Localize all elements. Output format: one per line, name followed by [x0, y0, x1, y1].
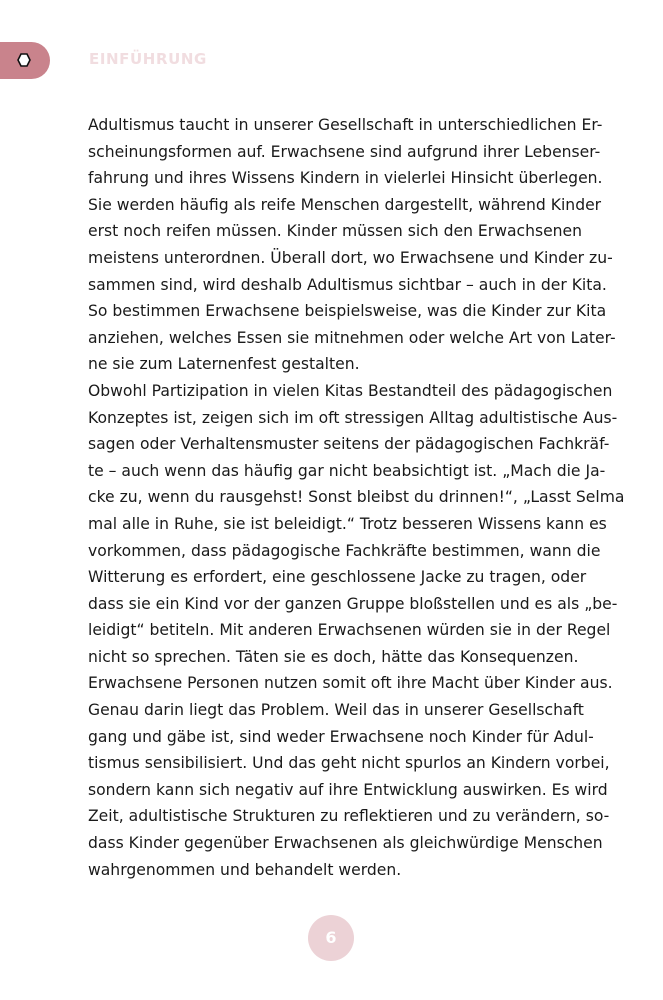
page-number: 6 [308, 915, 354, 961]
text-line: gang und gäbe ist, sind weder Erwachsene noch Kinder für Adul- [88, 727, 594, 746]
text-line: Konzeptes ist, zeigen sich im oft stressigen Alltag adultistische Aus- [88, 408, 618, 427]
text-line: mal alle in Ruhe, sie ist beleidigt.“ Trotz besseren Wissens kann es [88, 514, 607, 533]
text-line: scheinungsformen auf. Erwachsene sind aufgrund ihrer Lebenser- [88, 142, 601, 161]
text-line: te – auch wenn das häufig gar nicht beabsichtigt ist. „Mach die Ja- [88, 461, 606, 480]
text-line: vorkommen, dass pädagogische Fachkräfte bestimmen, wann die [88, 541, 601, 560]
text-line: Zeit, adultistische Strukturen zu reflektieren und zu verändern, so- [88, 807, 610, 826]
chapter-tab [0, 42, 50, 79]
text-line: fahrung und ihres Wissens Kindern in vielerlei Hinsicht überlegen. [88, 169, 603, 188]
paragraph [88, 378, 625, 671]
text-line: Witterung es erfordert, eine geschlossene Jacke zu tragen, oder [88, 568, 587, 587]
text-line: sammen sind, wird deshalb Adultismus sichtbar – auch in der Kita. [88, 275, 607, 294]
text-line: Genau darin liegt das Problem. Weil das in unserer Gesellschaft [88, 701, 584, 720]
text-line: leidigt“ betiteln. Mit anderen Erwachsenen würden sie in der Regel [88, 621, 611, 640]
text-line: meistens unterordnen. Überall dort, wo Erwachsene und Kinder zu- [88, 248, 613, 267]
paragraph [88, 112, 616, 378]
body-text [88, 112, 625, 883]
text-line: So bestimmen Erwachsene beispielsweise, was die Kinder zur Kita [88, 302, 607, 321]
text-line: dass Kinder gegenüber Erwachsenen als gleichwürdige Menschen [88, 834, 603, 853]
paragraph [88, 670, 613, 883]
text-line: erst noch reifen müssen. Kinder müssen sich den Erwachsenen [88, 222, 583, 241]
hexagon-icon [17, 53, 31, 67]
text-line: nicht so sprechen. Täten sie es doch, hätte das Konsequenzen. [88, 647, 579, 666]
section-title: EINFÜHRUNG [89, 50, 207, 68]
text-line: Erwachsene Personen nutzen somit oft ihre Macht über Kinder aus. [88, 674, 613, 693]
text-line: tismus sensibilisiert. Und das geht nicht spurlos an Kindern vorbei, [88, 754, 610, 773]
text-line: wahrgenommen und behandelt werden. [88, 860, 402, 879]
text-line: cke zu, wenn du rausgehst! Sonst bleibst du drinnen!“, „Lasst Selma [88, 488, 625, 507]
text-line: anziehen, welches Essen sie mitnehmen oder welche Art von Later- [88, 328, 616, 347]
text-line: Sie werden häufig als reife Menschen dargestellt, während Kinder [88, 195, 602, 214]
text-line: Adultismus taucht in unserer Gesellschaft in unterschiedlichen Er- [88, 116, 603, 134]
text-line: dass sie ein Kind vor der ganzen Gruppe bloßstellen und es als „be- [88, 594, 618, 613]
text-line: sagen oder Verhaltensmuster seitens der pädagogischen Fachkräf- [88, 435, 610, 454]
text-line: Obwohl Partizipation in vielen Kitas Bestandteil des pädagogischen [88, 381, 613, 400]
text-line: ne sie zum Laternenfest gestalten. [88, 355, 360, 374]
text-line: sondern kann sich negativ auf ihre Entwicklung auswirken. Es wird [88, 780, 608, 799]
